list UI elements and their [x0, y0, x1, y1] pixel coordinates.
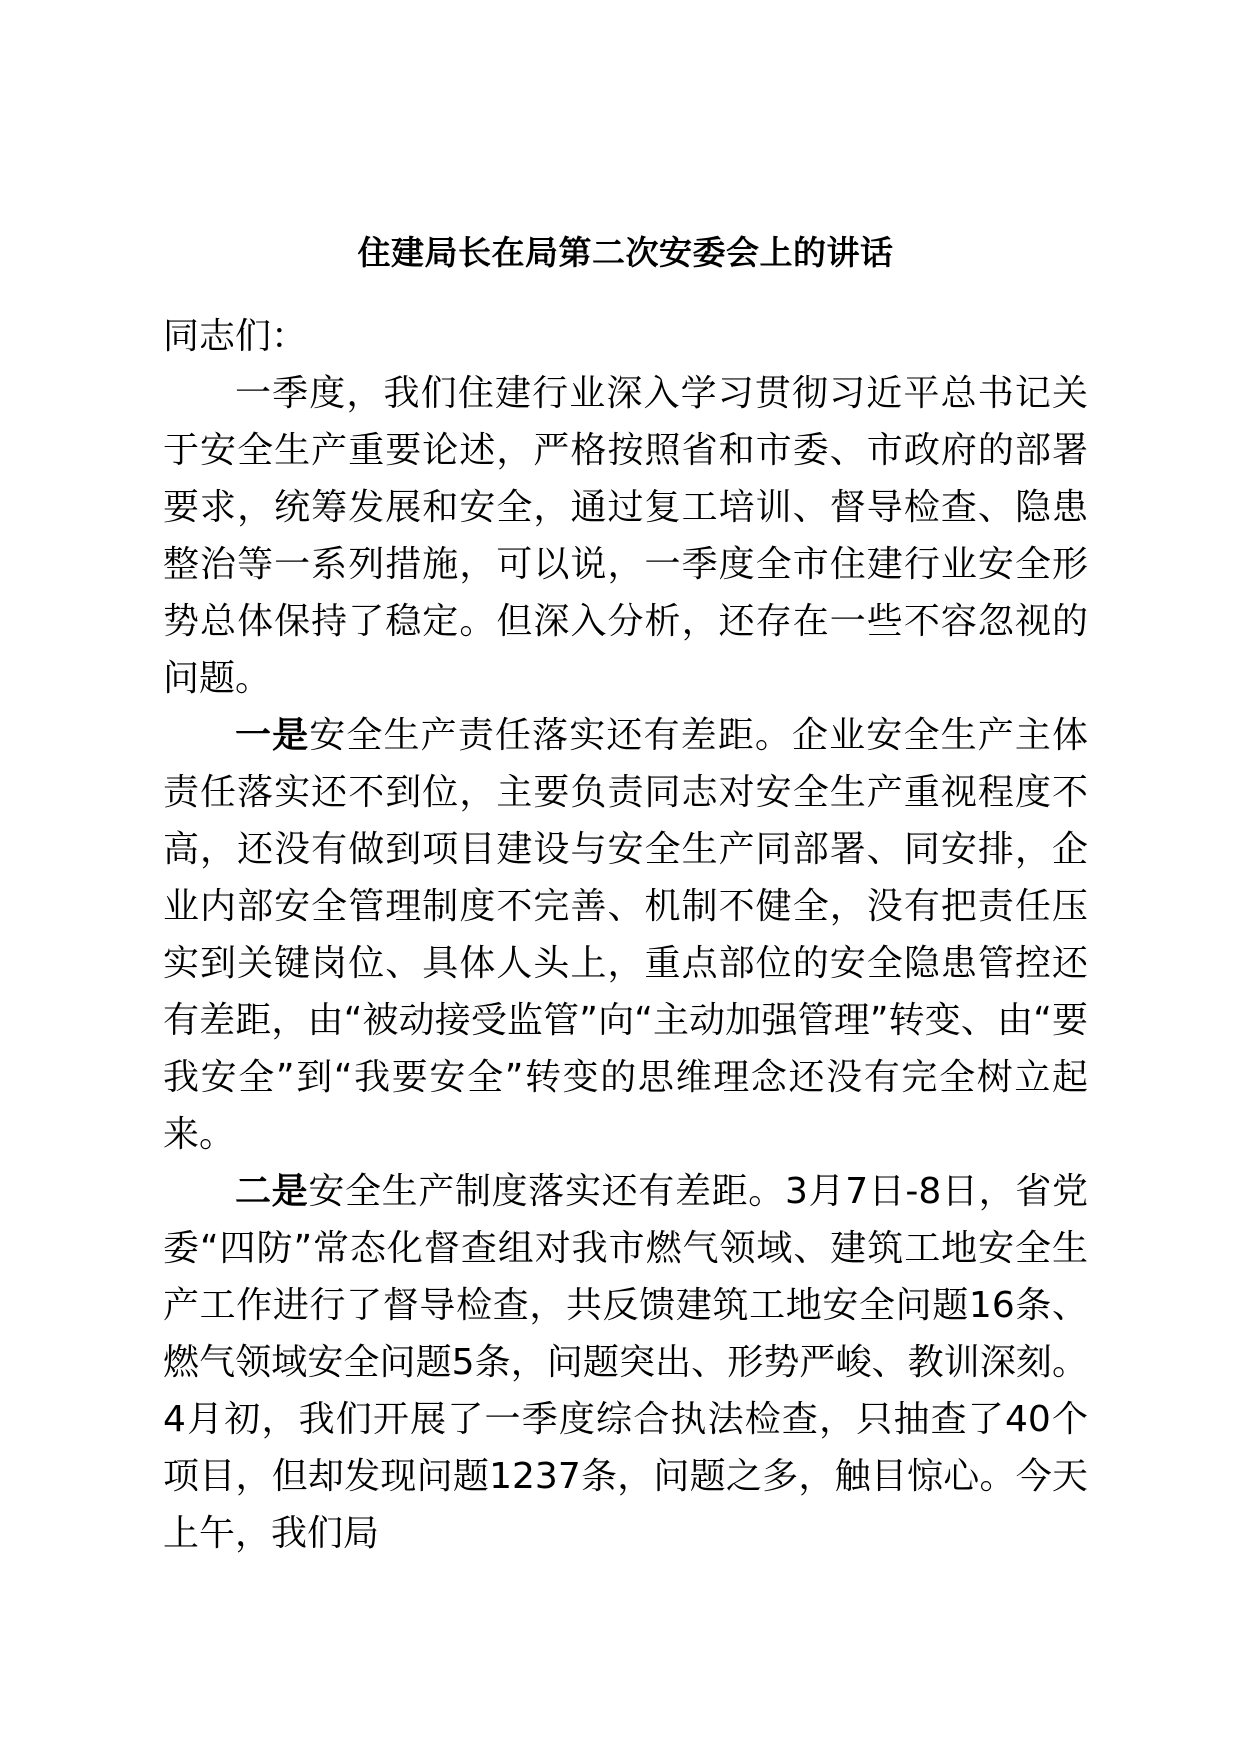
paragraph-lead-one: 一是 [235, 714, 310, 756]
salutation-line: 同志们： [163, 315, 308, 357]
paragraph-intro [163, 365, 1088, 707]
paragraph-text-intro: 一季度，我们住建行业深入学习贯彻习近平总书记关于安全生产重要论述，严格按照省和市委、市政府的部署要求，统筹发展和安全，通过复工培训、督导检查、隐患整治等一系列措施，可以说，一季度全市住建行业安全形势总体保持了稳定。但深入分析，还存在一些不容忽视的问题。 [163, 372, 1088, 699]
paragraph-point-one [163, 707, 1088, 1163]
paragraph-point-two [163, 1163, 1088, 1562]
paragraph-lead-two: 二是 [235, 1170, 309, 1212]
page-title: 住建局长在局第二次安委会上的讲话 [357, 233, 894, 272]
paragraph-text-one: 安全生产责任落实还有差距。企业安全生产主体责任落实还不到位，主要负责同志对安全生产重视程度不高，还没有做到项目建设与安全生产同部署、同安排，企业内部安全管理制度不完善、机制不健全，没有把责任压实到关键岗位、具体人头上，重点部位的安全隐患管控还有差距，由“被动接受监管”向“主动加强管理”转变、由“要我安全”到“我要安全”转变的思维理念还没有完全树立起来。 [163, 714, 1088, 1155]
document-body [163, 228, 1088, 1562]
paragraph-text-two: 安全生产制度落实还有差距。3月7日-8日，省党委“四防”常态化督查组对我市燃气领域、建筑工地安全生产工作进行了督导检查，共反馈建筑工地安全问题16条、燃气领域安全问题5条，问题突出、形势严峻、教训深刻。4月初，我们开展了一季度综合执法检查，只抽查了40个项目，但却发现问题1237条，问题之多，触目惊心。今天上午，我们局 [163, 1170, 1088, 1554]
